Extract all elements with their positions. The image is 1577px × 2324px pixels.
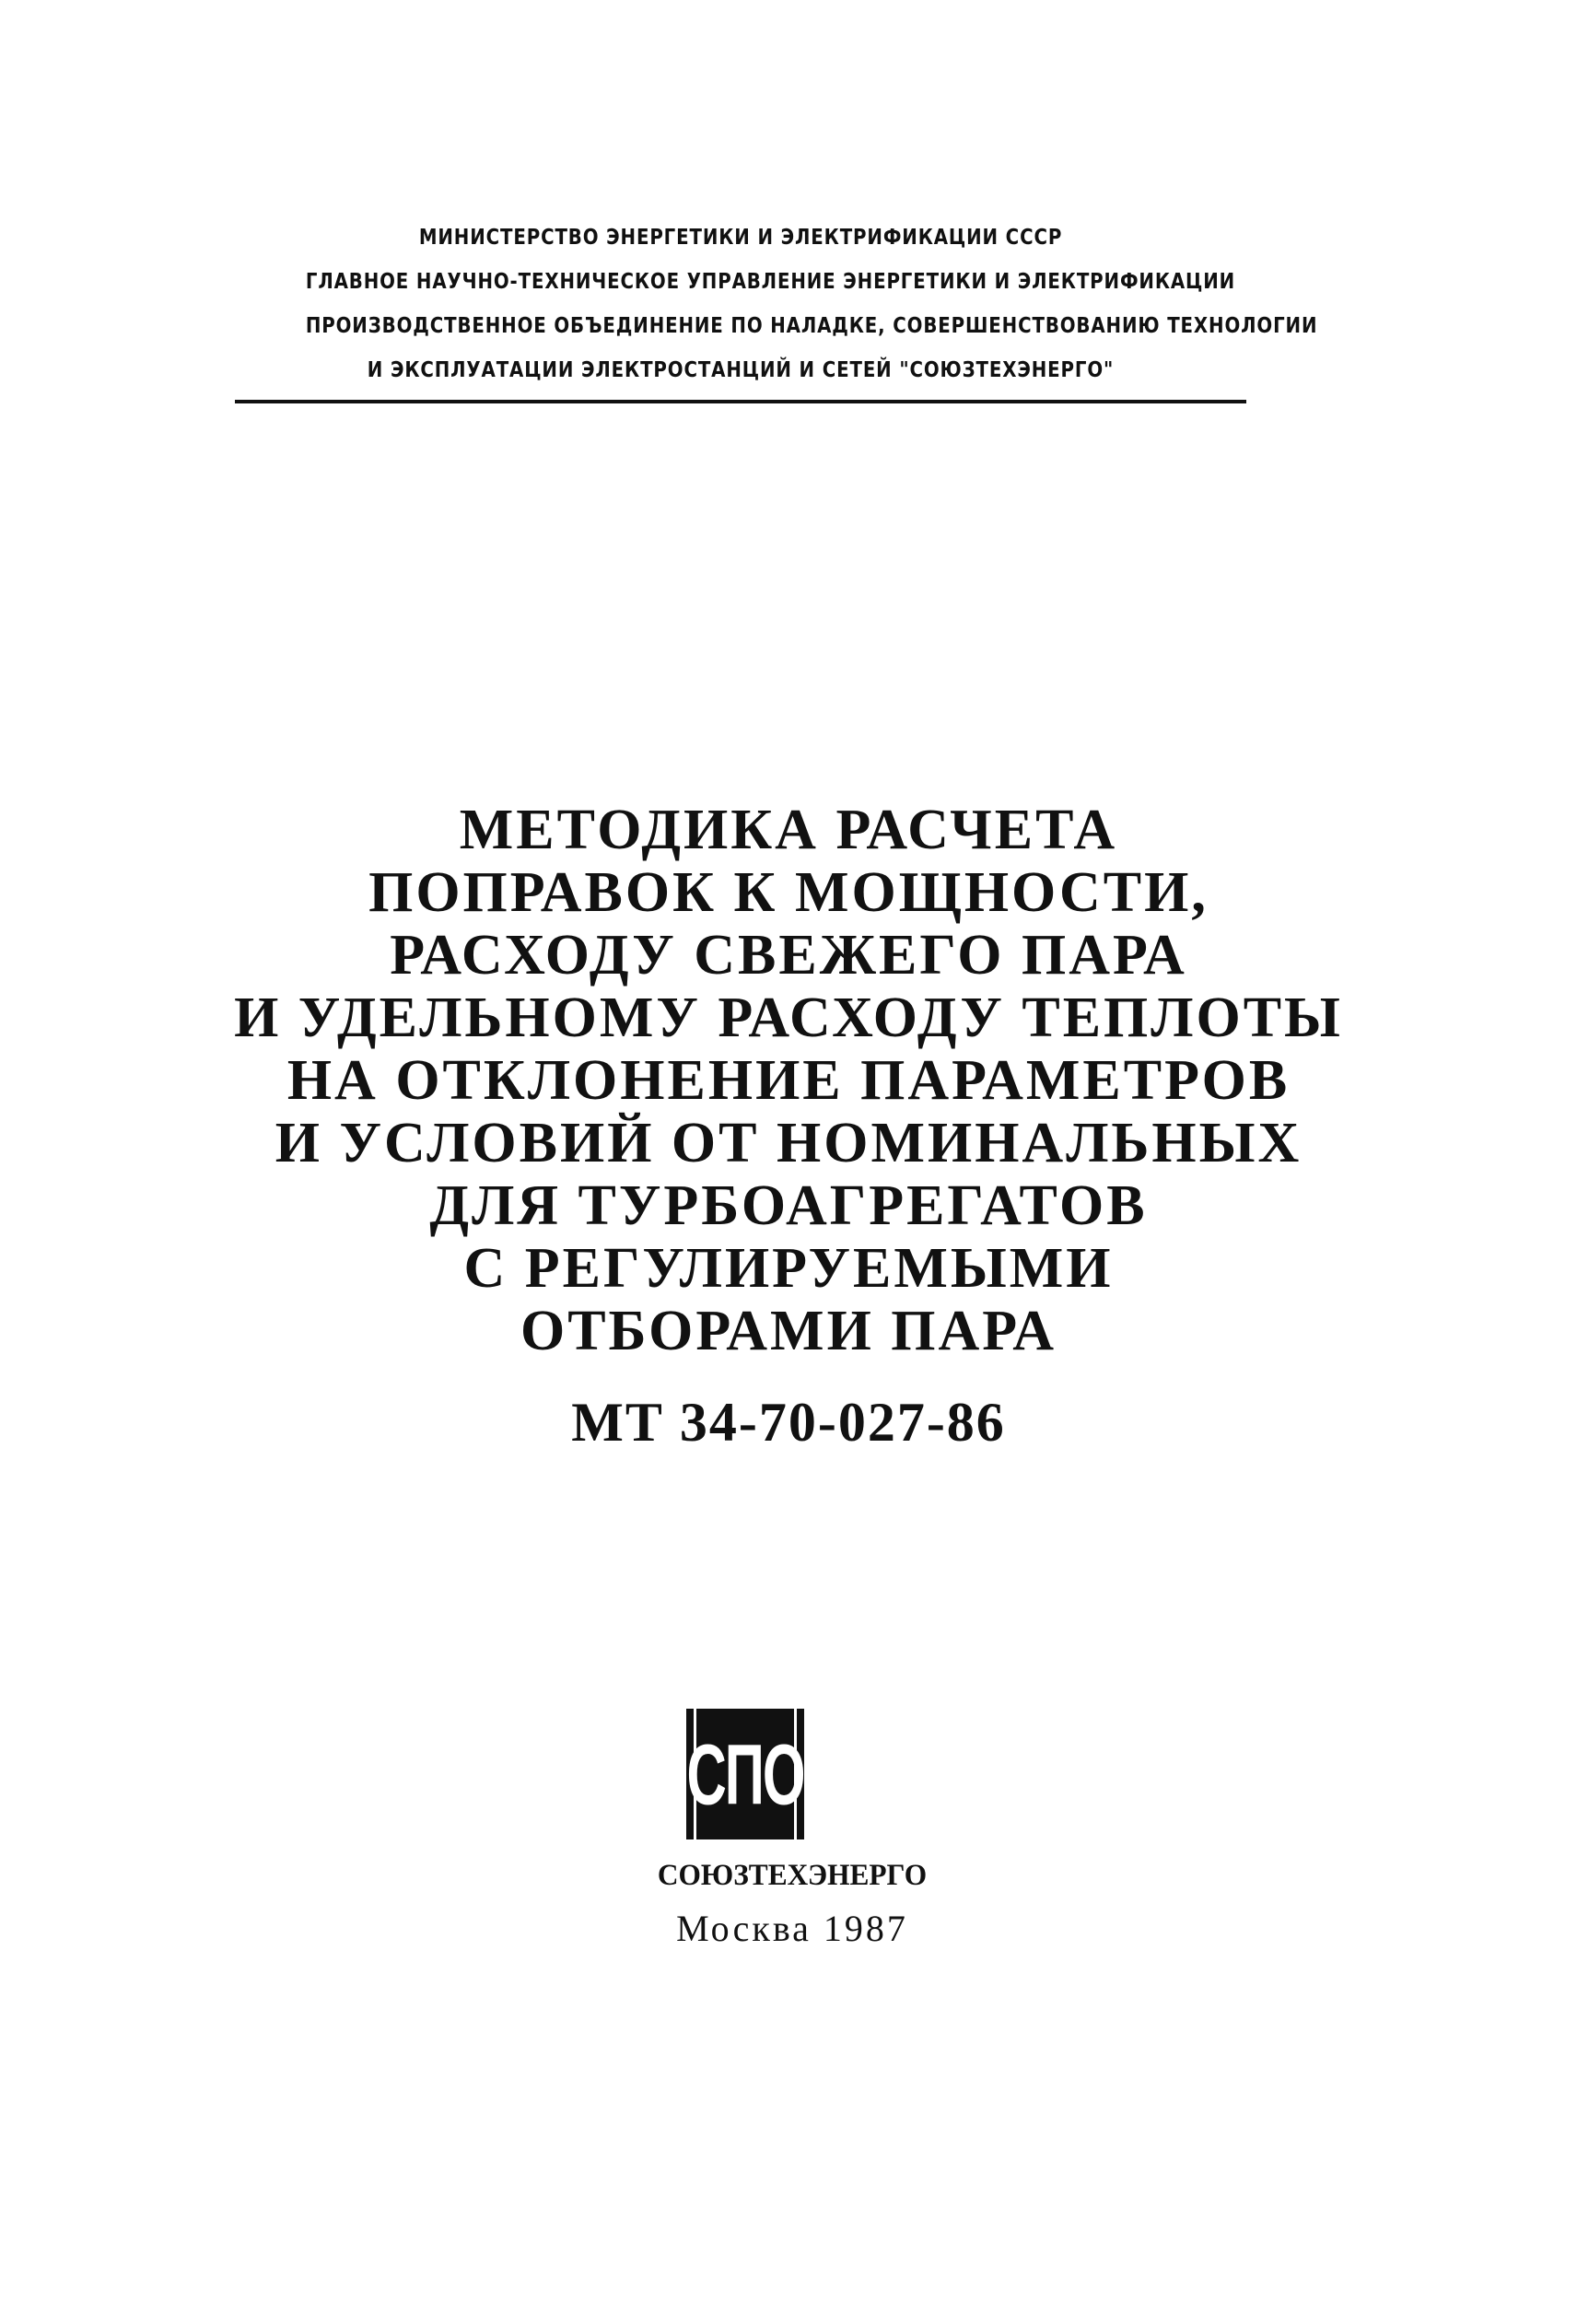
publisher-name: СОЮЗТЕХЭНЕРГО xyxy=(657,1859,928,1892)
document-code: МТ 34-70-027-86 xyxy=(571,1392,1006,1453)
title-line: НА ОТКЛОНЕНИЕ ПАРАМЕТРОВ xyxy=(286,1049,1291,1112)
publication-city-year: Москва 1987 xyxy=(676,1908,908,1949)
header-line-association: ПРОИЗВОДСТВЕННОЕ ОБЪЕДИНЕНИЕ ПО НАЛАДКЕ, СОВЕРШЕНСТВОВАНИЮ ТЕХНОЛОГИИ xyxy=(305,314,1318,338)
title-line: РАСХОДУ СВЕЖЕГО ПАРА xyxy=(390,924,1187,987)
header-line-directorate: ГЛАВНОЕ НАУЧНО-ТЕХНИЧЕСКОЕ УПРАВЛЕНИЕ ЭНЕРГЕТИКИ И ЭЛЕКТРИФИКАЦИИ xyxy=(305,270,1236,294)
title-line: И УСЛОВИЙ ОТ НОМИНАЛЬНЫХ xyxy=(275,1112,1302,1174)
title-line: МЕТОДИКА РАСЧЕТА xyxy=(459,799,1118,861)
title-line: ОТБОРАМИ ПАРА xyxy=(520,1300,1057,1362)
title-line: С РЕГУЛИРУЕМЫМИ xyxy=(463,1237,1114,1300)
title-line: ДЛЯ ТУРБОАГРЕГАТОВ xyxy=(429,1174,1148,1237)
header-line-association-cont: И ЭКСПЛУАТАЦИИ ЭЛЕКТРОСТАНЦИЙ И СЕТЕЙ "СОЮЗТЕХЭНЕРГО" xyxy=(367,358,1115,382)
header-line-ministry: МИНИСТЕРСТВО ЭНЕРГЕТИКИ И ЭЛЕКТРИФИКАЦИИ СССР xyxy=(418,226,1063,250)
publisher-logo xyxy=(686,1709,804,1839)
title-line: ПОПРАВОК К МОЩНОСТИ, xyxy=(368,861,1209,924)
publisher-logo-text: СПО xyxy=(694,1684,797,1863)
title-line: И УДЕЛЬНОМУ РАСХОДУ ТЕПЛОТЫ xyxy=(234,987,1343,1049)
header-divider xyxy=(235,400,1246,403)
